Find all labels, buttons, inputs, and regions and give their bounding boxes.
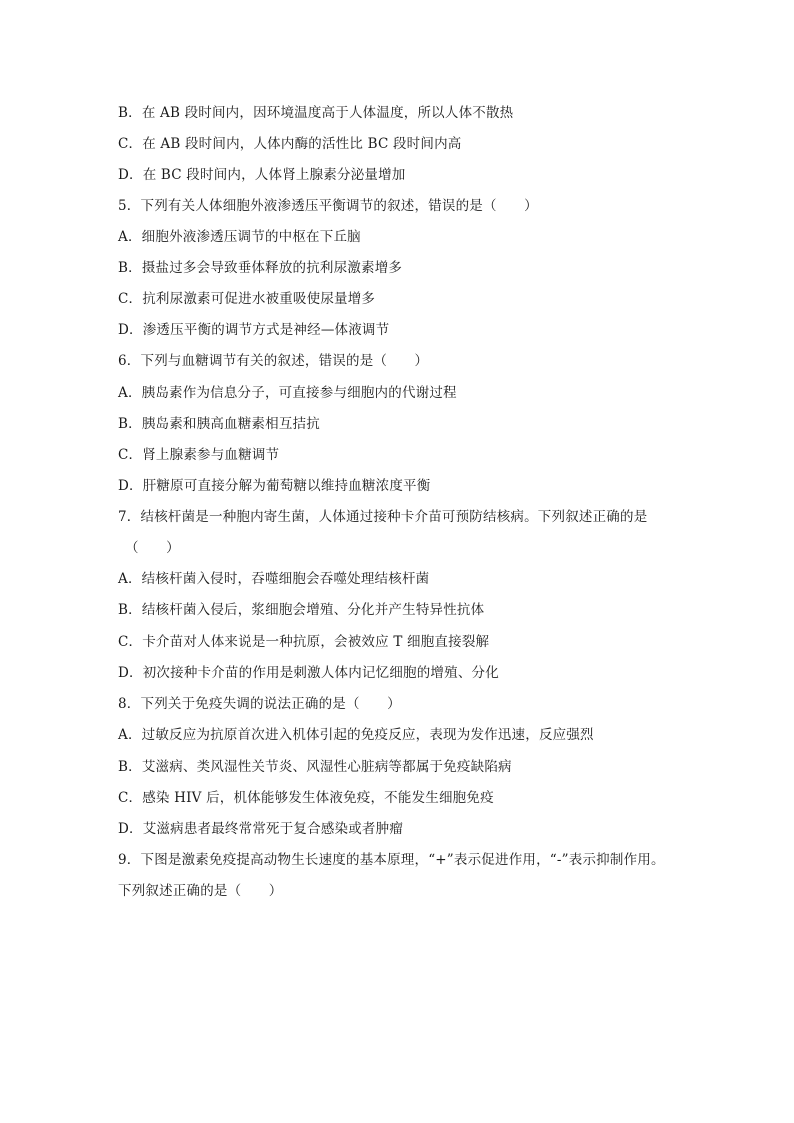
- q5-stem: 5．下列有关人体细胞外液渗透压平衡调节的叙述，错误的是（ ）: [118, 198, 538, 214]
- q7-option-b: B．结核杆菌入侵后，浆细胞会增殖、分化并产生特异性抗体: [118, 602, 485, 618]
- q5-option-b: B．摄盐过多会导致垂体释放的抗利尿激素增多: [118, 260, 403, 276]
- q7-option-a: A．结核杆菌入侵时，吞噬细胞会吞噬处理结核杆菌: [118, 571, 430, 587]
- q4-option-d: D．在 BC 段时间内，人体肾上腺素分泌量增加: [118, 167, 406, 183]
- q4-option-b: B．在 AB 段时间内，因环境温度高于人体温度，所以人体不散热: [118, 105, 514, 121]
- q8-option-a: A．过敏反应为抗原首次进入机体引起的免疫反应，表现为发作迅速，反应强烈: [118, 727, 594, 743]
- q8-stem: 8．下列关于免疫失调的说法正确的是（ ）: [118, 696, 401, 712]
- q6-option-d: D．肝糖原可直接分解为葡萄糖以维持血糖浓度平衡: [118, 478, 431, 494]
- q5-option-c: C．抗利尿激素可促进水被重吸使尿量增多: [118, 291, 376, 307]
- q8-option-b: B．艾滋病、类风湿性关节炎、风湿性心脏病等都属于免疫缺陷病: [118, 759, 512, 775]
- q9-stem-continuation: 下列叙述正确的是（ ）: [118, 883, 283, 899]
- q8-option-c: C．感染 HIV 后，机体能够发生体液免疫，不能发生细胞免疫: [118, 790, 494, 806]
- q8-option-d: D．艾滋病患者最终常常死于复合感染或者肿瘤: [118, 821, 404, 837]
- q5-option-a: A．细胞外液渗透压调节的中枢在下丘脑: [118, 229, 361, 245]
- q6-option-a: A．胰岛素作为信息分子，可直接参与细胞内的代谢过程: [118, 385, 457, 401]
- q7-stem-continuation: （ ）: [125, 540, 180, 556]
- q6-option-b: B．胰岛素和胰高血糖素相互拮抗: [118, 416, 320, 432]
- q6-stem: 6．下列与血糖调节有关的叙述，错误的是（ ）: [118, 353, 429, 369]
- q5-option-d: D．渗透压平衡的调节方式是神经—体液调节: [118, 322, 390, 338]
- q7-option-c: C．卡介苗对人体来说是一种抗原，会被效应 T 细胞直接裂解: [118, 634, 490, 650]
- q9-stem: 9．下图是激素免疫提高动物生长速度的基本原理，“+”表示促进作用，“-”表示抑制作用。: [118, 852, 665, 868]
- q7-option-d: D．初次接种卡介苗的作用是刺激人体内记忆细胞的增殖、分化: [118, 665, 499, 681]
- q4-option-c: C．在 AB 段时间内，人体内酶的活性比 BC 段时间内高: [118, 136, 462, 152]
- q6-option-c: C．肾上腺素参与血糖调节: [118, 447, 280, 463]
- q7-stem: 7．结核杆菌是一种胞内寄生菌，人体通过接种卡介苗可预防结核病。下列叙述正确的是: [118, 509, 648, 525]
